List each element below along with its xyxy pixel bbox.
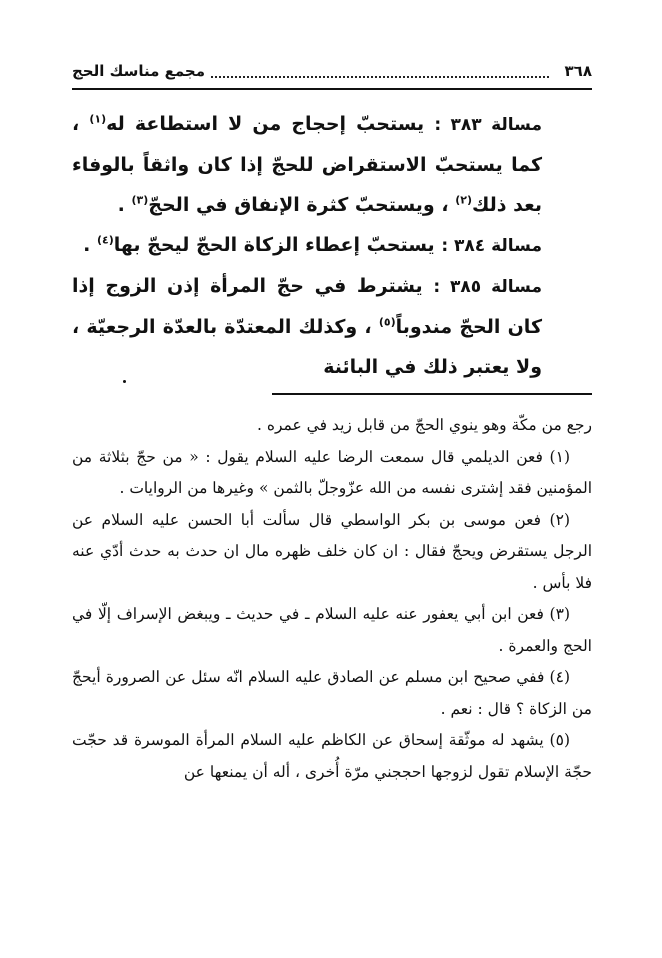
footnote-ref[interactable]: (٣) xyxy=(131,193,149,207)
footnote-2: (٢) فعن موسى بن بكر الواسطي قال سألت أبا الحسن عليه السلام عن الرجل يستقرض ويحجّ فقال : ان كان خلف ظهره مال ان حدث به حدث أدّي عنه فلا بأس . xyxy=(72,510,592,592)
footnote-separator xyxy=(272,393,592,395)
footnotes xyxy=(72,410,592,788)
issue-label: مسالة ٣٨٥ : xyxy=(433,277,542,297)
issue-text: يستحبّ إحجاج من لا استطاعة له xyxy=(106,113,425,135)
issue-label: مسالة ٣٨٣ : xyxy=(434,115,543,135)
running-header xyxy=(72,58,592,84)
footnote-continuation: رجع من مكّة وهو ينوي الحجّ من قابل زيد في عمره . xyxy=(257,416,592,434)
issue-text: . xyxy=(83,234,91,256)
footnote-5: (٥) يشهد له موثّقة إسحاق عن الكاظم عليه السلام المرأة الموسرة قد حجّت حجّة الإسلام تقول لزوجها احججني مرّة أُخرى ، أله أن يمنعها عن xyxy=(72,731,592,781)
page-number: ٣٦٨ xyxy=(564,62,592,80)
issue-384 xyxy=(72,225,592,266)
issue-385 xyxy=(72,266,592,387)
issue-text: . xyxy=(117,194,125,216)
issue-text: ، كما يستحبّ الاستقراض للحجّ إذا كان واثقاً بالوفاء بعد ذلك xyxy=(72,113,542,216)
footnote-ref[interactable]: (٥) xyxy=(378,315,396,329)
stray-dot xyxy=(123,380,126,383)
issue-383 xyxy=(72,104,592,225)
header-dot-leader xyxy=(211,64,549,78)
header-rule xyxy=(72,88,592,90)
main-text xyxy=(72,104,592,387)
issue-text: ، وكذلك المعتدّة بالعدّة الرجعيّة ، ولا يعتبر ذلك في البائنة xyxy=(72,316,542,378)
book-title: مجمع مناسك الحج xyxy=(72,62,206,80)
footnote-1: (١) فعن الديلمي قال سمعت الرضا عليه السلام يقول : « من حجّ بثلاثة من المؤمنين فقد إشترى نفسه من الله عزّوجلّ بالثمن » وغيرها من الروايات . xyxy=(72,447,592,497)
issue-text: يستحبّ إعطاء الزكاة الحجّ ليحجّ بها xyxy=(113,234,435,256)
footnote-3: (٣) فعن ابن أبي يعفور عنه عليه السلام ـ في حديث ـ ويبغض الإسراف إلّا في الحج والعمرة . xyxy=(72,605,592,655)
footnote-4: (٤) ففي صحيح ابن مسلم عن الصادق عليه السلام انّه سئل عن الصرورة أيحجّ من الزكاة ؟ قال : نعم . xyxy=(72,668,592,718)
footnote-ref[interactable]: (٢) xyxy=(455,193,472,207)
issue-text: ، ويستحبّ كثرة الإنفاق في الحجّ xyxy=(148,194,449,216)
issue-label: مسالة ٣٨٤ : xyxy=(441,236,542,256)
issue-text: يشترط في حجّ المرأة إذن الزوج إذا كان الحجّ مندوباً xyxy=(72,275,542,338)
footnote-ref[interactable]: (١) xyxy=(89,112,107,126)
footnote-ref[interactable]: (٤) xyxy=(96,233,114,247)
